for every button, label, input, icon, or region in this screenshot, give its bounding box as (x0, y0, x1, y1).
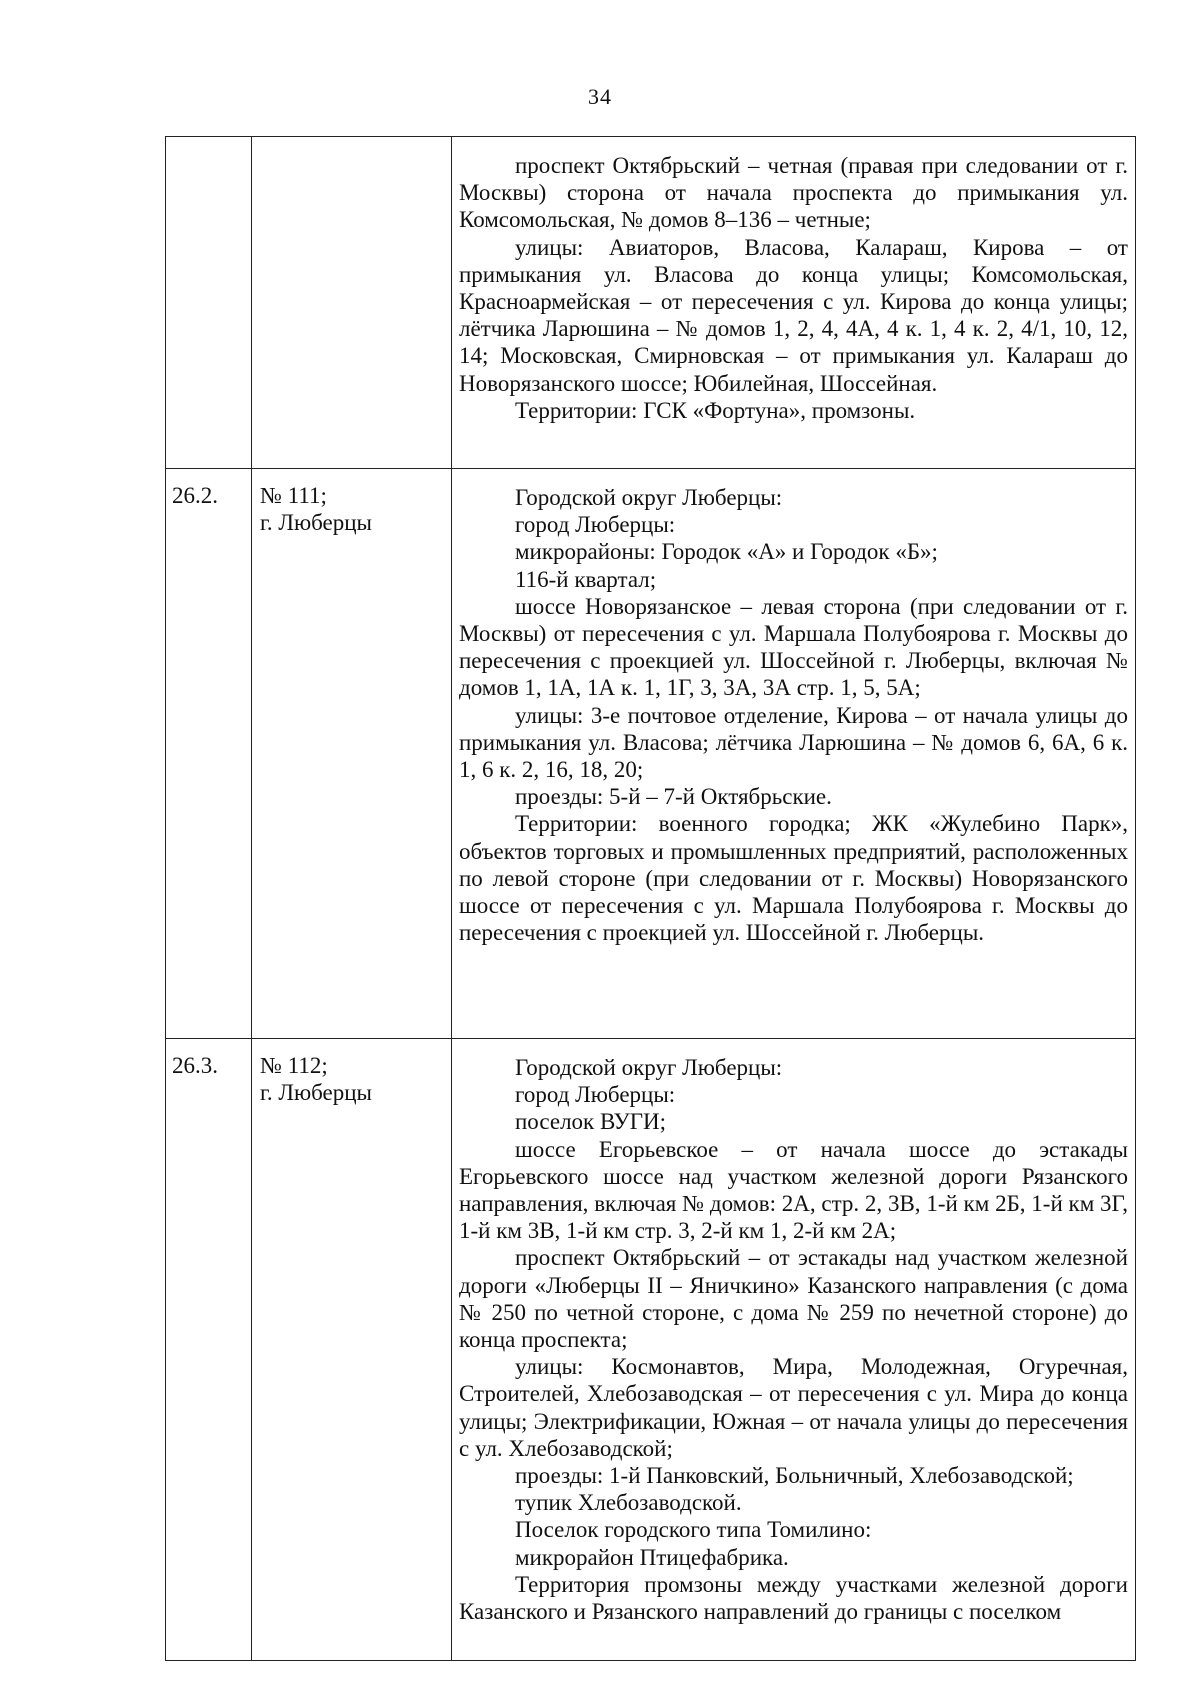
table-row (166, 469, 1136, 1039)
description-paragraph: 116-й квартал; (515, 566, 657, 592)
district-cell (252, 1039, 452, 1661)
district-cell (252, 137, 452, 469)
district-city: г. Люберцы (260, 1080, 372, 1106)
districts-table (165, 136, 1136, 1661)
description-paragraph: проезды: 5-й – 7-й Октябрьские. (515, 784, 832, 810)
description-paragraph: Территории: ГСК «Фортуна», промзоны. (515, 397, 916, 423)
description-paragraph: микрорайон Птицефабрика. (515, 1544, 789, 1570)
description-paragraph: улицы: 3-е почтовое отделение, Кирова – от начала улицы до примыкания ул. Власова; лётчика Ларюшина – № домов 6, 6А, 6 к. 1, 6 к. 2, 16, 18, 20; (459, 702, 1128, 783)
row-number: 26.2. (166, 469, 252, 1039)
row-number (166, 137, 252, 469)
description-paragraph: улицы: Авиаторов, Власова, Калараш, Кирова – от примыкания ул. Власова до конца улицы; Комсомольская, Красноармейская – от пересечения с ул. Кирова до конца улицы; лётчика Ларюшина – № домов 1, 2, 4, 4А, 4 к. 1, 4 к. 2, 4/1, 10, 12, 14; Московская, Смирновская – от примыкания ул. Калараш до Новорязанского шоссе; Юбилейная, Шоссейная. (459, 234, 1128, 396)
description-paragraph: Поселок городского типа Томилино: (515, 1517, 872, 1543)
description-paragraph: Территории: военного городка; ЖК «Жулебино Парк», объектов торговых и промышленных предприятий, расположенных по левой стороне (при следовании от г. Москвы) Новорязанского шоссе от пересечения с ул. Маршала Полубоярова г. Москвы до пересечения с проекцией ул. Шоссейной г. Люберцы. (459, 811, 1128, 946)
description-paragraph: Городской округ Люберцы: (515, 485, 783, 510)
description-paragraph: Территория промзоны между участками железной дороги Казанского и Рязанского направлений до границы с поселком (459, 1571, 1128, 1625)
description-paragraph: шоссе Новорязанское – левая сторона (при следовании от г. Москвы) от пересечения с ул. Маршала Полубоярова г. Москвы до пересечения с проекцией ул. Шоссейной г. Люберцы, включая № домов 1, 1А, 1А к. 1, 1Г, 3, 3А, 3А стр. 1, 5, 5А; (459, 593, 1128, 701)
description-cell (452, 469, 1136, 1039)
row-number: 26.3. (166, 1039, 252, 1661)
description-paragraph: улицы: Космонавтов, Мира, Молодежная, Огуречная, Строителей, Хлебозаводская – от пересечения с ул. Мира до конца улицы; Электрификации, Южная – от начала улицы до пересечения с ул. Хлебозаводской; (459, 1354, 1128, 1461)
table-row (166, 1039, 1136, 1661)
district-cell (252, 469, 452, 1039)
district-number: № 111; (260, 483, 327, 508)
description-cell (452, 137, 1136, 469)
description-paragraph: шоссе Егорьевское – от начала шоссе до эстакады Егорьевского шоссе над участком железной дороги Рязанского направления, включая № домов: 2А, стр. 2, 3В, 1-й км 2Б, 1-й км 3Г, 1-й км 3В, 1-й км стр. 3, 2-й км 1, 2-й км 2А; (459, 1136, 1128, 1244)
description-paragraph: проезды: 1-й Панковский, Больничный, Хлебозаводской; (515, 1463, 1074, 1489)
page-number: 34 (588, 84, 612, 109)
description-cell (452, 1039, 1136, 1661)
description-paragraph: город Люберцы: (515, 1082, 676, 1108)
description-paragraph: проспект Октябрьский – от эстакады над участком железной дороги «Люберцы II – Яничкино» Казанского направления (с дома № 250 по четной стороне, с дома № 259 по нечетной стороне) до конца проспекта; (459, 1245, 1128, 1353)
district-city: г. Люберцы (260, 510, 372, 536)
district-number: № 112; (260, 1053, 328, 1078)
description-paragraph: Городской округ Люберцы: (515, 1055, 783, 1080)
table-row (166, 137, 1136, 469)
description-paragraph: проспект Октябрьский – четная (правая при следовании от г. Москвы) сторона от начала проспекта до примыкания ул. Комсомольская, № домов 8–136 – четные; (459, 153, 1128, 233)
description-paragraph: город Люберцы: (515, 512, 676, 538)
description-paragraph: поселок ВУГИ; (515, 1109, 667, 1135)
description-paragraph: тупик Хлебозаводской. (515, 1490, 742, 1516)
description-paragraph: микрорайоны: Городок «А» и Городок «Б»; (515, 539, 938, 565)
